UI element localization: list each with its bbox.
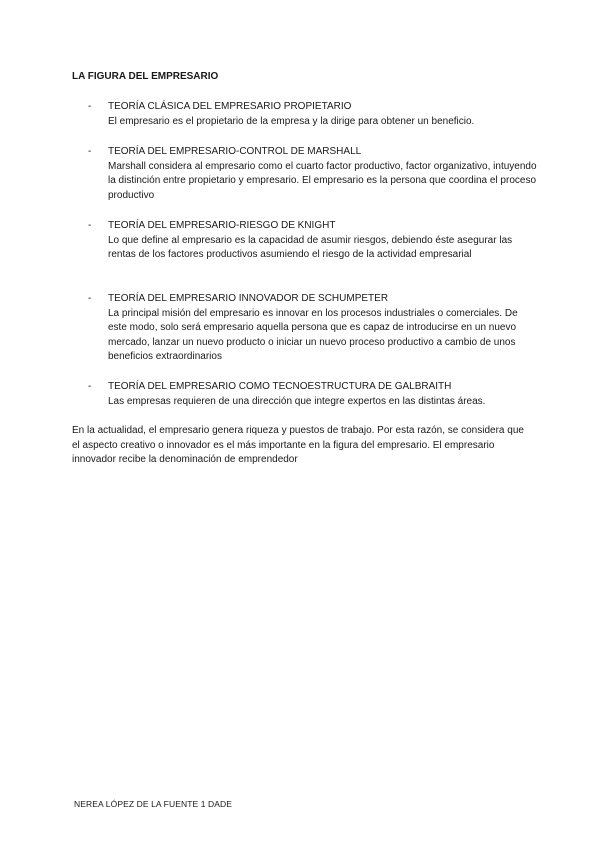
section-galbraith	[88, 380, 538, 409]
section-body: El empresario es el propietario de la empresa y la dirige para obtener un beneficio.	[108, 115, 475, 127]
bullet-dash: -	[88, 220, 92, 231]
bullet-dash: -	[88, 293, 92, 304]
section-knight	[88, 219, 538, 263]
section-body: Marshall considera al empresario como el cuarto factor productivo, factor organizativo, intuyendo la distinción entre propietario y empresario. El empresario es la persona que coordina el proceso productivo	[108, 160, 537, 201]
section-heading: TEORÍA DEL EMPRESARIO COMO TECNOESTRUCTURA DE GALBRAITH	[108, 381, 452, 392]
section-heading: TEORÍA CLÁSICA DEL EMPRESARIO PROPIETARIO	[108, 101, 352, 112]
section-body: La principal misión del empresario es innovar en los procesos industriales o comerciales. De este modo, solo será empresario aquella persona que es capaz de introducirse en un nuevo mercado, lanzar un nuevo producto o iniciar un nuevo proceso productivo a cambio de unos beneficios extraordinarios	[108, 307, 518, 363]
section-body: Lo que define al empresario es la capacidad de asumir riesgos, debiendo éste asegurar las rentas de los factores productivos asumiendo el riesgo de la actividad empresarial	[108, 234, 513, 261]
section-body: Las empresas requieren de una dirección que integre expertos en las distintas áreas.	[108, 395, 486, 407]
section-schumpeter	[88, 292, 538, 365]
page-title: LA FIGURA DEL EMPRESARIO	[72, 71, 219, 82]
section-heading: TEORÍA DEL EMPRESARIO INNOVADOR DE SCHUMPETER	[108, 293, 389, 304]
bullet-dash: -	[88, 101, 92, 112]
footer-author: NEREA LÓPEZ DE LA FUENTE 1 DADE	[74, 799, 233, 809]
section-marshall	[88, 145, 538, 203]
section-heading: TEORÍA DEL EMPRESARIO-CONTROL DE MARSHALL	[108, 146, 362, 157]
section-heading: TEORÍA DEL EMPRESARIO-RIESGO DE KNIGHT	[108, 220, 336, 231]
section-teoria-clasica	[88, 100, 538, 129]
closing-paragraph: En la actualidad, el empresario genera riqueza y puestos de trabajo. Por esta razón, se considera que el aspecto creativo o innovador es el más importante en la figura del empresario. El empresario innovador recibe la denominación de emprendedor	[72, 425, 524, 466]
bullet-dash: -	[88, 381, 92, 392]
bullet-dash: -	[88, 146, 92, 157]
